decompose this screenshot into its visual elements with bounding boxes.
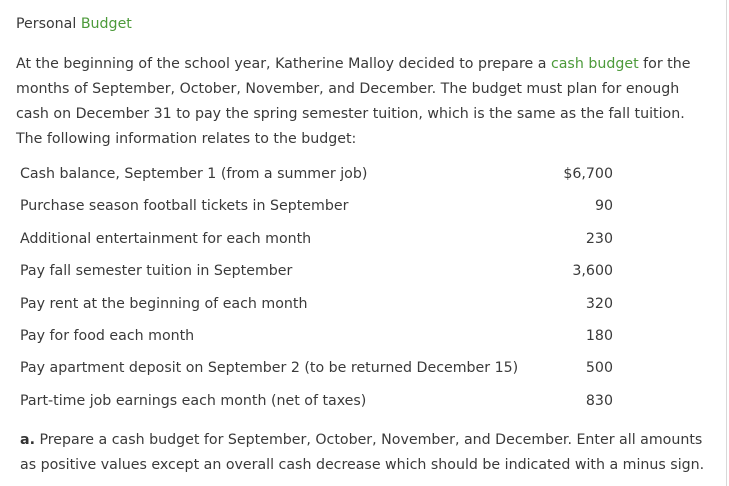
intro-line-1 bbox=[16, 52, 716, 77]
table-row bbox=[20, 322, 620, 354]
table-row bbox=[20, 354, 620, 386]
row-label: Part-time job earnings each month (net of taxes) bbox=[20, 392, 367, 409]
row-label: Pay fall semester tuition in September bbox=[20, 263, 293, 280]
row-amount: 230 bbox=[585, 230, 613, 247]
row-label: Purchase season football tickets in September bbox=[20, 198, 349, 215]
table-row bbox=[20, 160, 620, 192]
question-line-1 bbox=[20, 428, 725, 453]
intro-line-1-end: for the bbox=[643, 56, 691, 72]
question-line-2: as positive values except an overall cash decrease which should be indicated with a minus sign. bbox=[20, 457, 705, 473]
row-amount: 320 bbox=[585, 295, 613, 312]
table-row bbox=[20, 225, 620, 257]
cash-budget-link[interactable]: cash budget bbox=[550, 56, 639, 72]
problem-intro bbox=[16, 52, 716, 152]
table-row bbox=[20, 387, 620, 419]
title-prefix: Personal bbox=[16, 16, 77, 32]
question-label: a. bbox=[20, 432, 35, 448]
table-row bbox=[20, 192, 620, 224]
row-amount: 500 bbox=[585, 360, 613, 377]
table-row bbox=[20, 290, 620, 322]
row-label: Pay for food each month bbox=[20, 327, 195, 344]
intro-line-3: cash on December 31 to pay the spring semester tuition, which is the same as the fall tuition. bbox=[16, 106, 685, 122]
row-label: Additional entertainment for each month bbox=[20, 230, 312, 247]
intro-line-1-text: At the beginning of the school year, Katherine Malloy decided to prepare a bbox=[16, 56, 547, 72]
row-label: Pay apartment deposit on September 2 (to be returned December 15) bbox=[20, 360, 519, 377]
question-line-1-text: Prepare a cash budget for September, October, November, and December. Enter all amounts bbox=[39, 432, 703, 448]
row-label: Pay rent at the beginning of each month bbox=[20, 295, 308, 312]
question-a bbox=[20, 428, 725, 478]
table-row bbox=[20, 257, 620, 289]
row-label: Cash balance, September 1 (from a summer job) bbox=[20, 166, 368, 182]
row-amount: 180 bbox=[585, 327, 613, 344]
row-amount: 3,600 bbox=[572, 263, 613, 280]
title-highlight: Budget bbox=[80, 16, 132, 32]
budget-info-table bbox=[20, 160, 620, 419]
row-amount: $6,700 bbox=[563, 166, 613, 182]
intro-line-2: months of September, October, November, and December. The budget must plan for enough bbox=[16, 81, 680, 97]
page-title bbox=[16, 14, 132, 34]
intro-line-4: The following information relates to the budget: bbox=[16, 131, 357, 147]
row-amount: 830 bbox=[585, 392, 613, 409]
row-amount: 90 bbox=[594, 198, 613, 215]
